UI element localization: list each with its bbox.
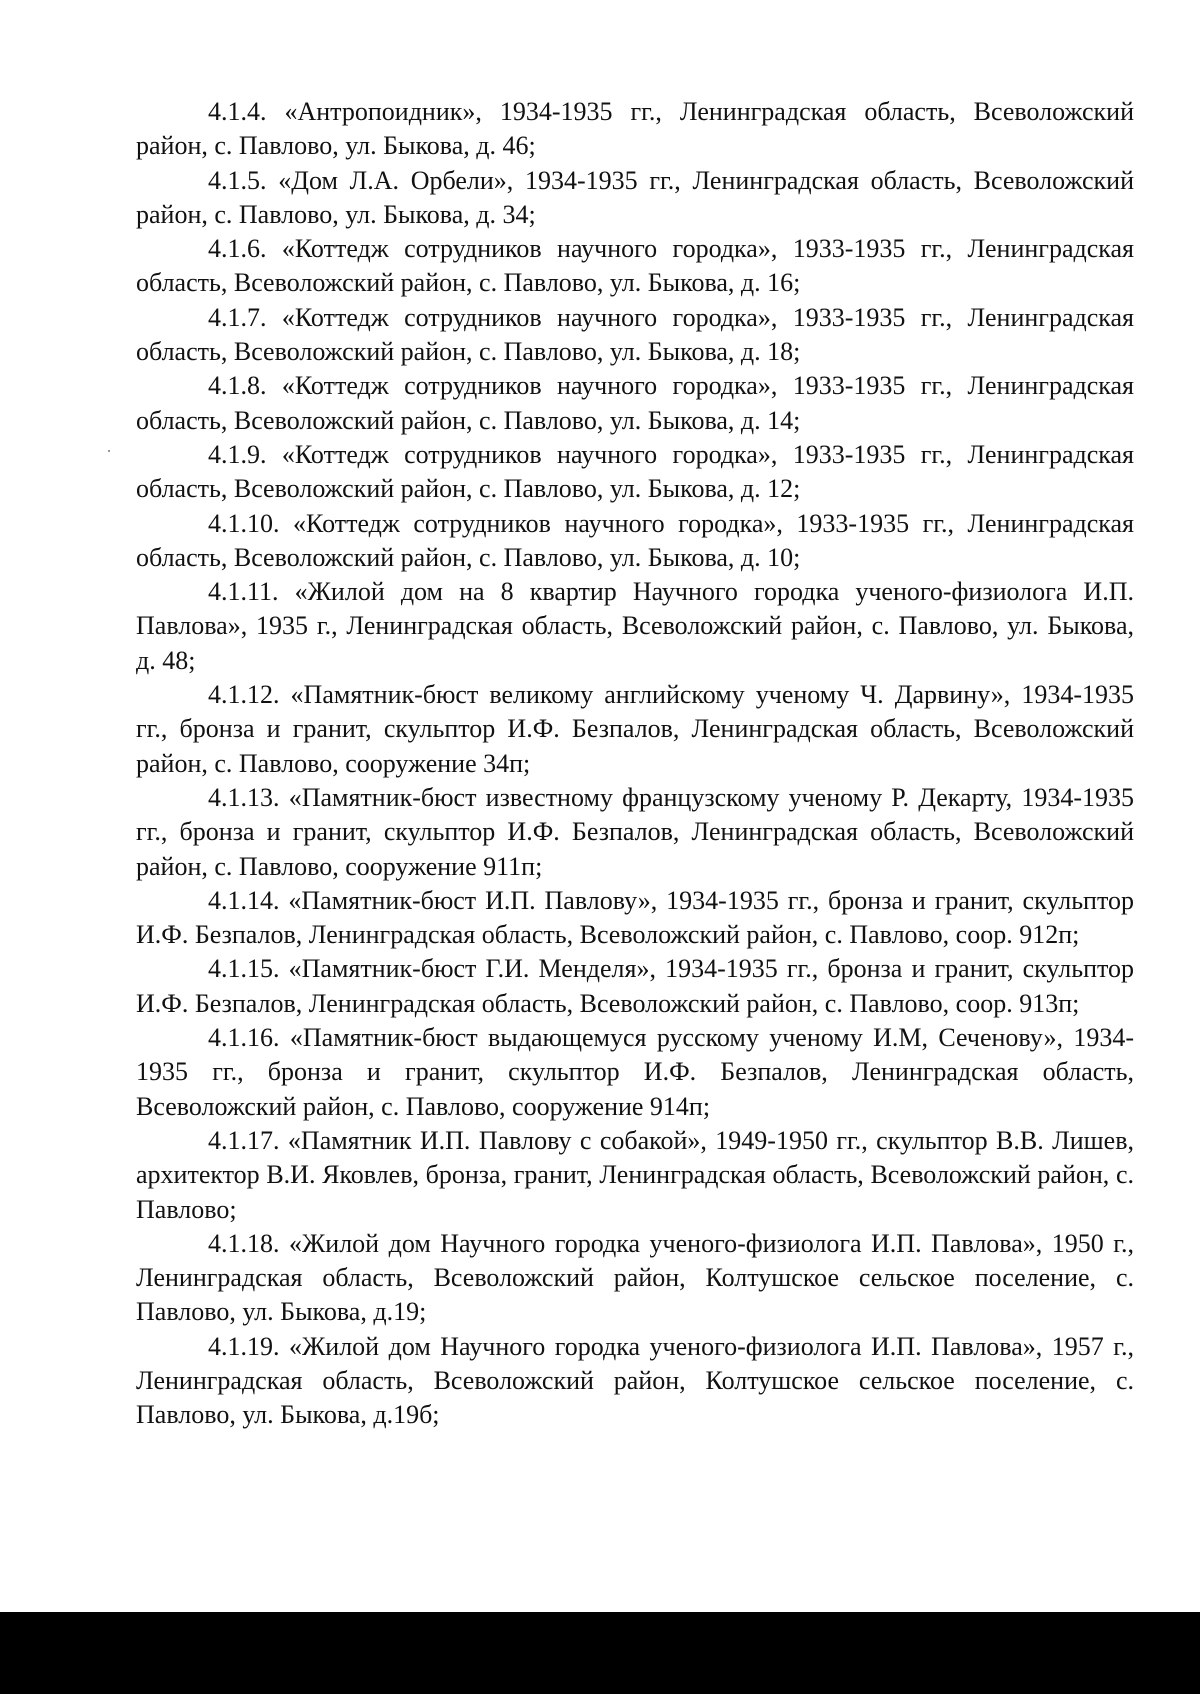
scan-bottom-edge [0, 1612, 1200, 1694]
list-item-4-1-17: 4.1.17. «Памятник И.П. Павлову с собакой», 1949-1950 гг., скульптор В.В. Лишев, архитектор В.И. Яковлев, бронза, гранит, Ленинградская область, Всеволожский район, с. Павлово; [136, 1125, 1134, 1224]
list-item-4-1-7: 4.1.7. «Коттедж сотрудников научного городка», 1933-1935 гг., Ленинградская область, Всеволожский район, с. Павлово, ул. Быкова, д. 18; [136, 302, 1134, 367]
list-item-4-1-18: 4.1.18. «Жилой дом Научного городка ученого-физиолога И.П. Павлова», 1950 г., Ленинградская область, Всеволожский район, Колтушское сельское поселение, с. Павлово, ул. Быкова, д.19; [136, 1228, 1134, 1327]
list-item-4-1-9: 4.1.9. «Коттедж сотрудников научного городка», 1933-1935 гг., Ленинградская область, Всеволожский район, с. Павлово, ул. Быкова, д. 12; [136, 439, 1134, 504]
list-item-4-1-19: 4.1.19. «Жилой дом Научного городка ученого-физиолога И.П. Павлова», 1957 г., Ленинградская область, Всеволожский район, Колтушское сельское поселение, с. Павлово, ул. Быкова, д.19б; [136, 1331, 1134, 1430]
list-item-4-1-6: 4.1.6. «Коттедж сотрудников научного городка», 1933-1935 гг., Ленинградская область, Всеволожский район, с. Павлово, ул. Быкова, д. 16; [136, 234, 1134, 298]
document-body [136, 95, 1134, 1433]
list-item-4-1-12: 4.1.12. «Памятник-бюст великому английскому ученому Ч. Дарвину», 1934-1935 гг., бронза и гранит, скульптор И.Ф. Безпалов, Ленинградская область, Всеволожский район, с. Павлово, сооружение 34п; [136, 680, 1134, 778]
list-item-4-1-5: 4.1.5. «Дом Л.А. Орбели», 1934-1935 гг., Ленинградская область, Всеволожский район, с. Павлово, ул. Быкова, д. 34; [136, 165, 1134, 229]
list-item-4-1-13: 4.1.13. «Памятник-бюст известному французскому ученому Р. Декарту, 1934-1935 гг., бронза и гранит, скульптор И.Ф. Безпалов, Ленинградская область, Всеволожский район, с. Павлово, сооружение 911п; [136, 782, 1134, 881]
list-item-4-1-16: 4.1.16. «Памятник-бюст выдающемуся русскому ученому И.М, Сеченову», 1934-1935 гг., бронза и гранит, скульптор И.Ф. Безпалов, Ленинградская область, Всеволожский район, с. Павлово, сооружение 914п; [136, 1023, 1134, 1121]
list-item-4-1-11: 4.1.11. «Жилой дом на 8 квартир Научного городка ученого-физиолога И.П. Павлова», 1935 г., Ленинградская область, Всеволожский район, с. Павлово, ул. Быкова, д. 48; [136, 577, 1134, 675]
list-item-4-1-4: 4.1.4. «Антропоидник», 1934-1935 гг., Ленинградская область, Всеволожский район, с. Павлово, ул. Быкова, д. 46; [136, 97, 1134, 161]
scan-speck [108, 450, 110, 452]
list-item-4-1-10: 4.1.10. «Коттедж сотрудников научного городка», 1933-1935 гг., Ленинградская область, Всеволожский район, с. Павлово, ул. Быкова, д. 10; [136, 508, 1134, 572]
list-item-4-1-8: 4.1.8. «Коттедж сотрудников научного городка», 1933-1935 гг., Ленинградская область, Всеволожский район, с. Павлово, ул. Быкова, д. 14; [136, 371, 1134, 435]
list-item-4-1-14: 4.1.14. «Памятник-бюст И.П. Павлову», 1934-1935 гг., бронза и гранит, скульптор И.Ф. Безпалов, Ленинградская область, Всеволожский район, с. Павлово, соор. 912п; [136, 885, 1134, 950]
list-item-4-1-15: 4.1.15. «Памятник-бюст Г.И. Менделя», 1934-1935 гг., бронза и гранит, скульптор И.Ф. Безпалов, Ленинградская область, Всеволожский район, с. Павлово, соор. 913п; [136, 954, 1134, 1018]
